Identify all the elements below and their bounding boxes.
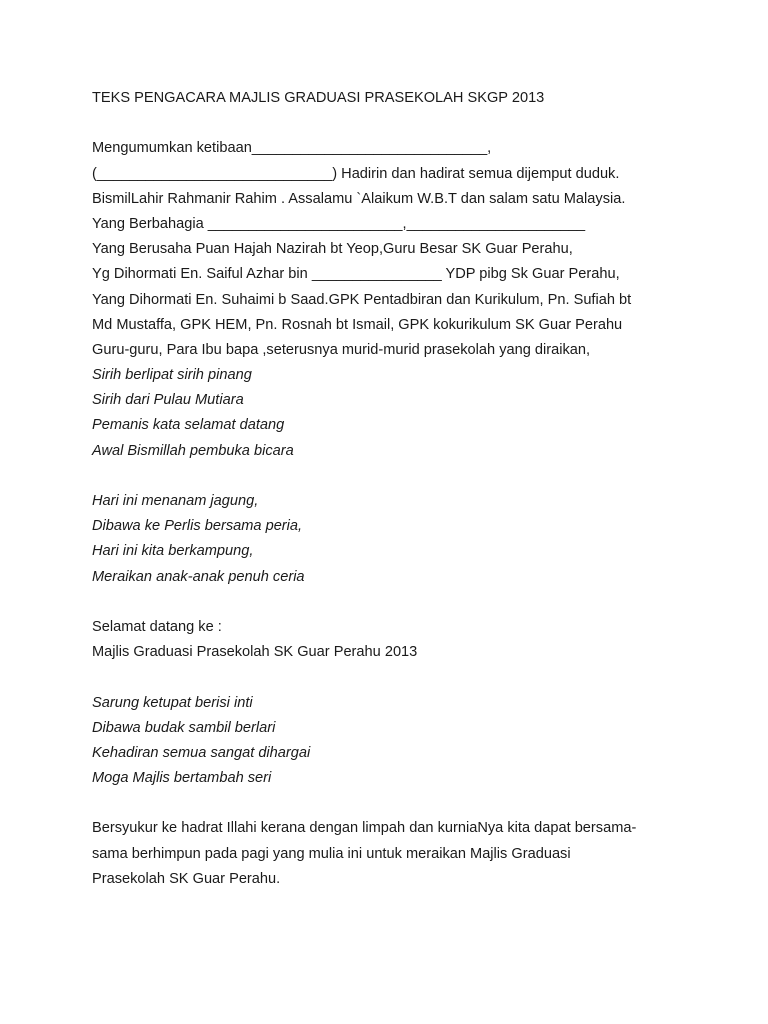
intro-line: Yang Dihormati En. Suhaimi b Saad.GPK Pentadbiran dan Kurikulum, Pn. Sufiah bt [92, 291, 632, 308]
welcome-line: Selamat datang ke : [92, 618, 222, 635]
pantun-line: Kehadiran semua sangat dihargai [92, 744, 311, 761]
pantun-line: Meraikan anak-anak penuh ceria [92, 568, 305, 585]
closing-line: sama berhimpun pada pagi yang mulia ini untuk meraikan Majlis Graduasi [92, 845, 571, 862]
pantun-line: Dibawa budak sambil berlari [92, 719, 276, 736]
intro-line: Yang Berusaha Puan Hajah Nazirah bt Yeop,Guru Besar SK Guar Perahu, [92, 241, 573, 258]
closing-line: Prasekolah SK Guar Perahu. [92, 870, 281, 887]
spacer [92, 111, 692, 136]
pantun-line: Moga Majlis bertambah seri [92, 770, 272, 787]
pantun-line: Hari ini menanam jagung, [92, 493, 259, 509]
intro-line: Mengumumkan ketibaan_____________________________, [92, 140, 492, 157]
pantun-line: Sirih dari Pulau Mutiara [92, 392, 244, 409]
pantun-line: Awal Bismillah pembuka bicara [92, 442, 294, 459]
intro-line: Guru-guru, Para Ibu bapa ,seterusnya murid-murid prasekolah yang diraikan, [92, 341, 591, 358]
welcome-line: Majlis Graduasi Prasekolah SK Guar Perahu 2013 [92, 644, 418, 661]
pantun-line: Hari ini kita berkampung, [92, 543, 254, 560]
intro-line: Md Mustaffa, GPK HEM, Pn. Rosnah bt Ismail, GPK kokurikulum SK Guar Perahu [92, 316, 623, 333]
intro-line: BismilLahir Rahmanir Rahim . Assalamu `Alaikum W.B.T dan salam satu Malaysia. [92, 190, 626, 207]
pantun-3 [92, 691, 692, 792]
document-title: TEKS PENGACARA MAJLIS GRADUASI PRASEKOLAH SKGP 2013 [92, 90, 545, 106]
intro-paragraph [92, 136, 692, 363]
intro-line: Yg Dihormati En. Saiful Azhar bin ________________ YDP pibg Sk Guar Perahu, [92, 266, 620, 283]
spacer [92, 590, 692, 615]
pantun-line: Sarung ketupat berisi inti [92, 694, 253, 711]
spacer [92, 665, 692, 690]
closing-paragraph [92, 816, 692, 892]
pantun-line: Dibawa ke Perlis bersama peria, [92, 518, 303, 535]
pantun-line: Sirih berlipat sirih pinang [92, 367, 252, 384]
pantun-1 [92, 363, 692, 464]
pantun-2 [92, 489, 692, 590]
document-page [92, 86, 692, 892]
spacer [92, 464, 692, 489]
welcome-paragraph [92, 615, 692, 665]
intro-line: Yang Berbahagia ________________________,______________________ [92, 215, 586, 232]
spacer [92, 791, 692, 816]
closing-line: Bersyukur ke hadrat Illahi kerana dengan limpah dan kurniaNya kita dapat bersama- [92, 820, 637, 837]
pantun-line: Pemanis kata selamat datang [92, 417, 285, 434]
intro-line: (_____________________________) Hadirin dan hadirat semua dijemput duduk. [92, 165, 620, 182]
